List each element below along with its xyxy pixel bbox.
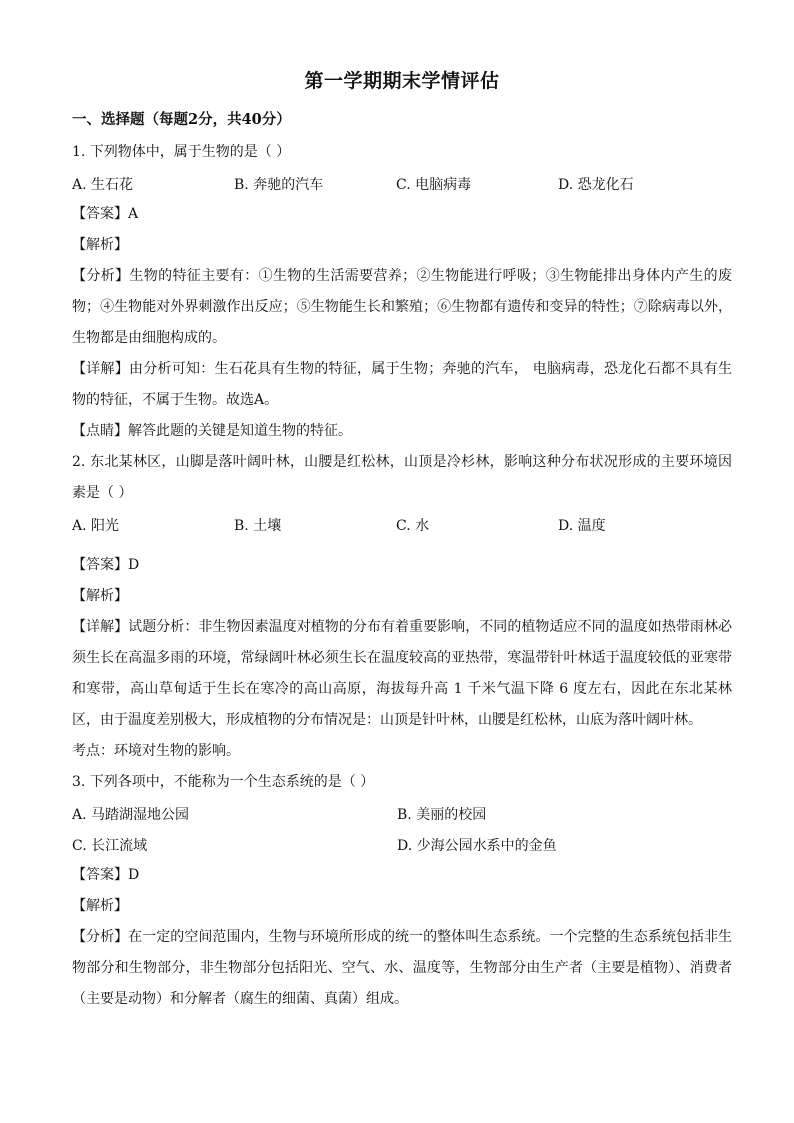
q1-analysis: 【分析】生物的特征主要有：①生物的生活需要营养；②生物能进行呼吸；③生物能排出身体内产生的废物；④生物能对外界刺激作出反应；⑤生物能生长和繁殖；⑥生物都有遗传和变异的特性；⑦除病毒以外，生物都是由细胞构成的。 <box>72 268 732 346</box>
q2-option-c: C. 水 <box>396 517 430 534</box>
q1-option-a: A. 生石花 <box>72 176 134 193</box>
q3-options-row-2 <box>72 829 732 860</box>
q2-answer: 【答案】D <box>72 557 140 573</box>
q2-options <box>72 509 732 540</box>
q1-option-c: C. 电脑病毒 <box>396 176 472 193</box>
q2-detail: 【详解】试题分析：非生物因素温度对植物的分布有着重要影响，不同的植物适应不同的温度如热带雨林必须生长在高温多雨的环境，常绿阔叶林必须生长在温度较高的亚热带，寒温带针叶林适于温度较低的亚寒带和寒带，高山草甸适于生长在寒冷的高山高原，海拔每升高 1 千米气温下降 6 度左右，因此在东北某林区，由于温度差别极大，形成植物的分布情况是：山顶是针叶林，山腰是红松林，山底为落叶阔叶林。 <box>72 619 732 728</box>
question-3 <box>72 767 732 1015</box>
question-1 <box>72 137 732 447</box>
q3-options-row-1 <box>72 798 732 829</box>
q2-kaodian: 考点：环境对生物的影响。 <box>72 743 240 759</box>
q2-jiexi: 【解析】 <box>72 588 128 604</box>
q2-stem: 2. 东北某林区，山脚是落叶阔叶林，山腰是红松林，山顶是冷杉林，影响这种分布状况形成的主要环境因素是（ ） <box>72 454 732 501</box>
q3-option-c: C. 长江流域 <box>72 837 148 854</box>
question-2 <box>72 447 732 767</box>
section-heading: 一、选择题（每题2分，共40分） <box>72 111 291 128</box>
q1-detail: 【详解】由分析可知：生石花具有生物的特征，属于生物；奔驰的汽车， 电脑病毒，恐龙化石都不具有生物的特征，不属于生物。故选A。 <box>72 361 732 408</box>
q2-option-d: D. 温度 <box>558 517 606 534</box>
q1-options <box>72 168 732 199</box>
page-title: 第一学期期末学情评估 <box>304 70 500 92</box>
q1-answer: 【答案】A <box>72 206 139 222</box>
q1-point: 【点睛】解答此题的关键是知道生物的特征。 <box>72 423 352 439</box>
q1-jiexi: 【解析】 <box>72 237 128 253</box>
q1-option-b: B. 奔驰的汽车 <box>234 176 324 193</box>
q3-option-d: D. 少海公园水系中的金鱼 <box>397 837 557 854</box>
q2-option-b: B. 土壤 <box>234 517 282 534</box>
q2-option-a: A. 阳光 <box>72 517 120 534</box>
spacer <box>72 540 732 550</box>
q3-option-b: B. 美丽的校园 <box>397 806 487 823</box>
document-page <box>72 66 732 1015</box>
q3-option-a: A. 马踏湖湿地公园 <box>72 806 190 823</box>
q3-analysis: 【分析】在一定的空间范围内，生物与环境所形成的统一的整体叫生态系统。一个完整的生态系统包括非生物部分和生物部分，非生物部分包括阳光、空气、水、温度等，生物部分由生产者（主要是植物）、消费者（主要是动物）和分解者（腐生的细菌、真菌）组成。 <box>72 929 732 1007</box>
q1-stem: 1. 下列物体中，属于生物的是（ ） <box>72 144 291 160</box>
q3-stem: 3. 下列各项中，不能称为一个生态系统的是（ ） <box>72 774 375 790</box>
q1-option-d: D. 恐龙化石 <box>558 176 634 193</box>
q3-jiexi: 【解析】 <box>72 898 128 914</box>
q3-answer: 【答案】D <box>72 867 140 883</box>
